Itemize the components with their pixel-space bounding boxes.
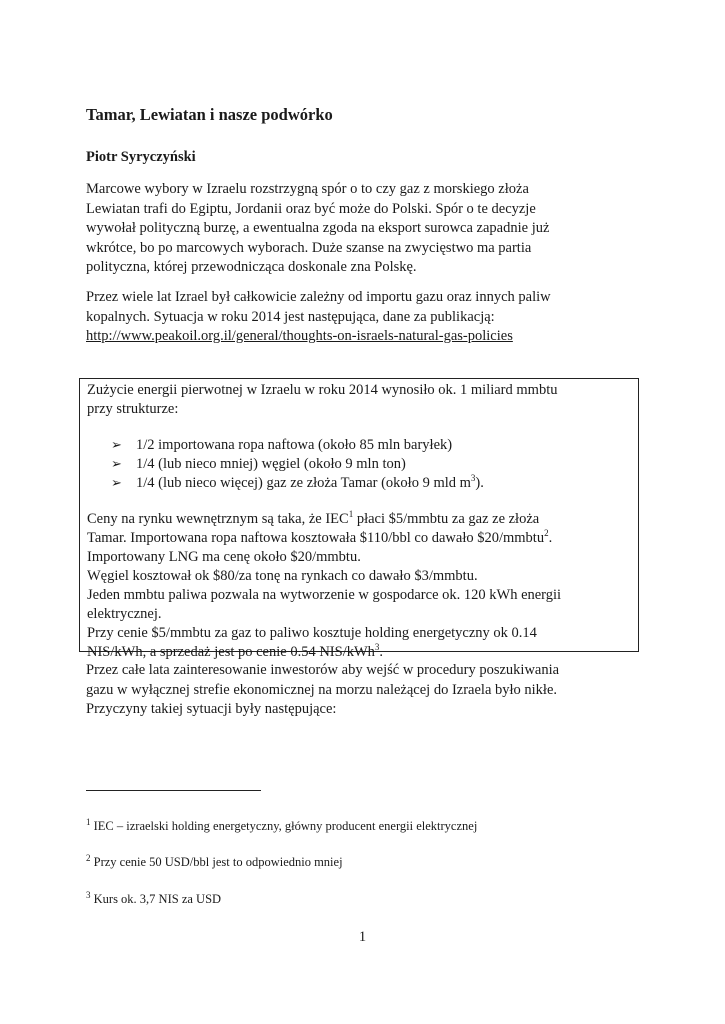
footnote-2 [86, 854, 343, 870]
list-item [111, 455, 630, 474]
list-item-text [136, 474, 484, 493]
page-number: 1 [358, 929, 367, 945]
footnote-separator [86, 790, 261, 791]
box-intro-line: przy strukturze: [87, 401, 179, 417]
box-line [87, 529, 630, 548]
list-item-text: 1/2 importowana ropa naftowa (około 85 mln baryłek) [136, 437, 453, 453]
document-title: Tamar, Lewiatan i nasze podwórko [86, 105, 333, 124]
footnote-3 [86, 891, 221, 907]
text-run: Ceny na rynku wewnętrznym są taka, że IEC [87, 511, 349, 527]
arrowhead-bullet-icon: ➢ [111, 476, 122, 491]
paragraph-line: polityczna, której przewodnicząca doskonale zna Polskę. [86, 259, 417, 275]
author-name: Piotr Syryczyński [86, 149, 196, 165]
footnote-ref-1: 1 [348, 509, 354, 520]
paragraph-line: kopalnych. Sytuacja w roku 2014 jest następująca, dane za publikacją: [86, 308, 495, 325]
arrowhead-bullet-icon: ➢ [111, 457, 122, 472]
paragraph-line: Przyczyny takiej sytuacji były następujące: [86, 701, 337, 717]
footnote-number: 3 [86, 889, 91, 900]
text-run: płaci $5/mmbtu za gaz ze złoża [353, 511, 540, 527]
energy-structure-list [87, 436, 630, 493]
list-item [111, 474, 630, 493]
text-run: ). [475, 475, 484, 491]
source-link[interactable]: http://www.peakoil.org.il/general/thoughts-on-israels-natural-gas-policies [86, 328, 513, 344]
box-line: Węgiel kosztował ok $80/za tonę na rynkach co dawało $3/mmbtu. [87, 568, 478, 584]
footnote-number: 2 [86, 852, 91, 863]
text-run: Tamar. Importowana ropa naftowa kosztowała $110/bbl co dawało $20/mmbtu [87, 530, 545, 546]
box-line: Przy cenie $5/mmbtu za gaz to paliwo kosztuje holding energetyczny ok 0.14 [87, 625, 537, 641]
footnote-number: 1 [86, 816, 91, 827]
investors-paragraph [86, 661, 646, 720]
text-run: . [379, 644, 384, 660]
paragraph-line: Lewiatan trafi do Egiptu, Jordanii oraz być może do Polski. Spór o te decyzje [86, 200, 536, 217]
footnote-text: Przy cenie 50 USD/bbl jest to odpowiednio mniej [90, 855, 343, 869]
intro-paragraph [86, 180, 646, 278]
box-intro-line: Zużycie energii pierwotnej w Izraelu w roku 2014 wynosiło ok. 1 miliard mmbtu [87, 382, 558, 398]
text-run: . [548, 530, 553, 546]
energy-summary-box [79, 378, 639, 660]
paragraph-line: Przez całe lata zainteresowanie inwestorów aby wejść w procedury poszukiwania [86, 662, 560, 678]
paragraph-line: wywołał polityczną burzę, a ewentualna zgoda na eksport surowca zapadnie już [86, 220, 550, 236]
paragraph-line: Marcowe wybory w Izraelu rozstrzygną spór o to czy gaz z morskiego złoża [86, 181, 529, 197]
footnote-ref-3: 3 [374, 642, 380, 653]
list-item [111, 436, 630, 455]
text-run: NIS/kWh, a sprzedaż jest po cenie 0.54 NIS/kWh [87, 644, 375, 660]
context-paragraph [86, 288, 646, 347]
box-line: Jeden mmbtu paliwa pozwala na wytworzenie w gospodarce ok. 120 kWh energii [87, 587, 562, 603]
footnote-text: Kurs ok. 3,7 NIS za USD [90, 892, 222, 906]
footnote-ref-2: 2 [544, 528, 549, 539]
footnote-text: IEC – izraelski holding energetyczny, główny producent energii elektrycznej [90, 819, 478, 833]
box-line [87, 643, 630, 662]
paragraph-line: gazu w wyłącznej strefie ekonomicznej na morzu należącej do Izraela było nikłe. [86, 681, 558, 698]
text-run: 1/4 (lub nieco więcej) gaz ze złoża Tamar (około 9 mld m [136, 475, 471, 491]
box-line: Importowany LNG ma cenę około $20/mmbtu. [87, 549, 361, 565]
box-line [87, 510, 630, 529]
paragraph-line: wkrótce, bo po marcowych wyborach. Duże szanse na zwycięstwo ma partia [86, 239, 532, 256]
paragraph-line: Przez wiele lat Izrael był całkowicie zależny od importu gazu oraz innych paliw [86, 289, 551, 305]
footnote-1 [86, 818, 477, 834]
box-line: elektrycznej. [87, 606, 162, 622]
arrowhead-bullet-icon: ➢ [111, 438, 122, 453]
list-item-text: 1/4 (lub nieco mniej) węgiel (około 9 mln ton) [136, 456, 406, 472]
superscript: 3 [470, 473, 476, 484]
